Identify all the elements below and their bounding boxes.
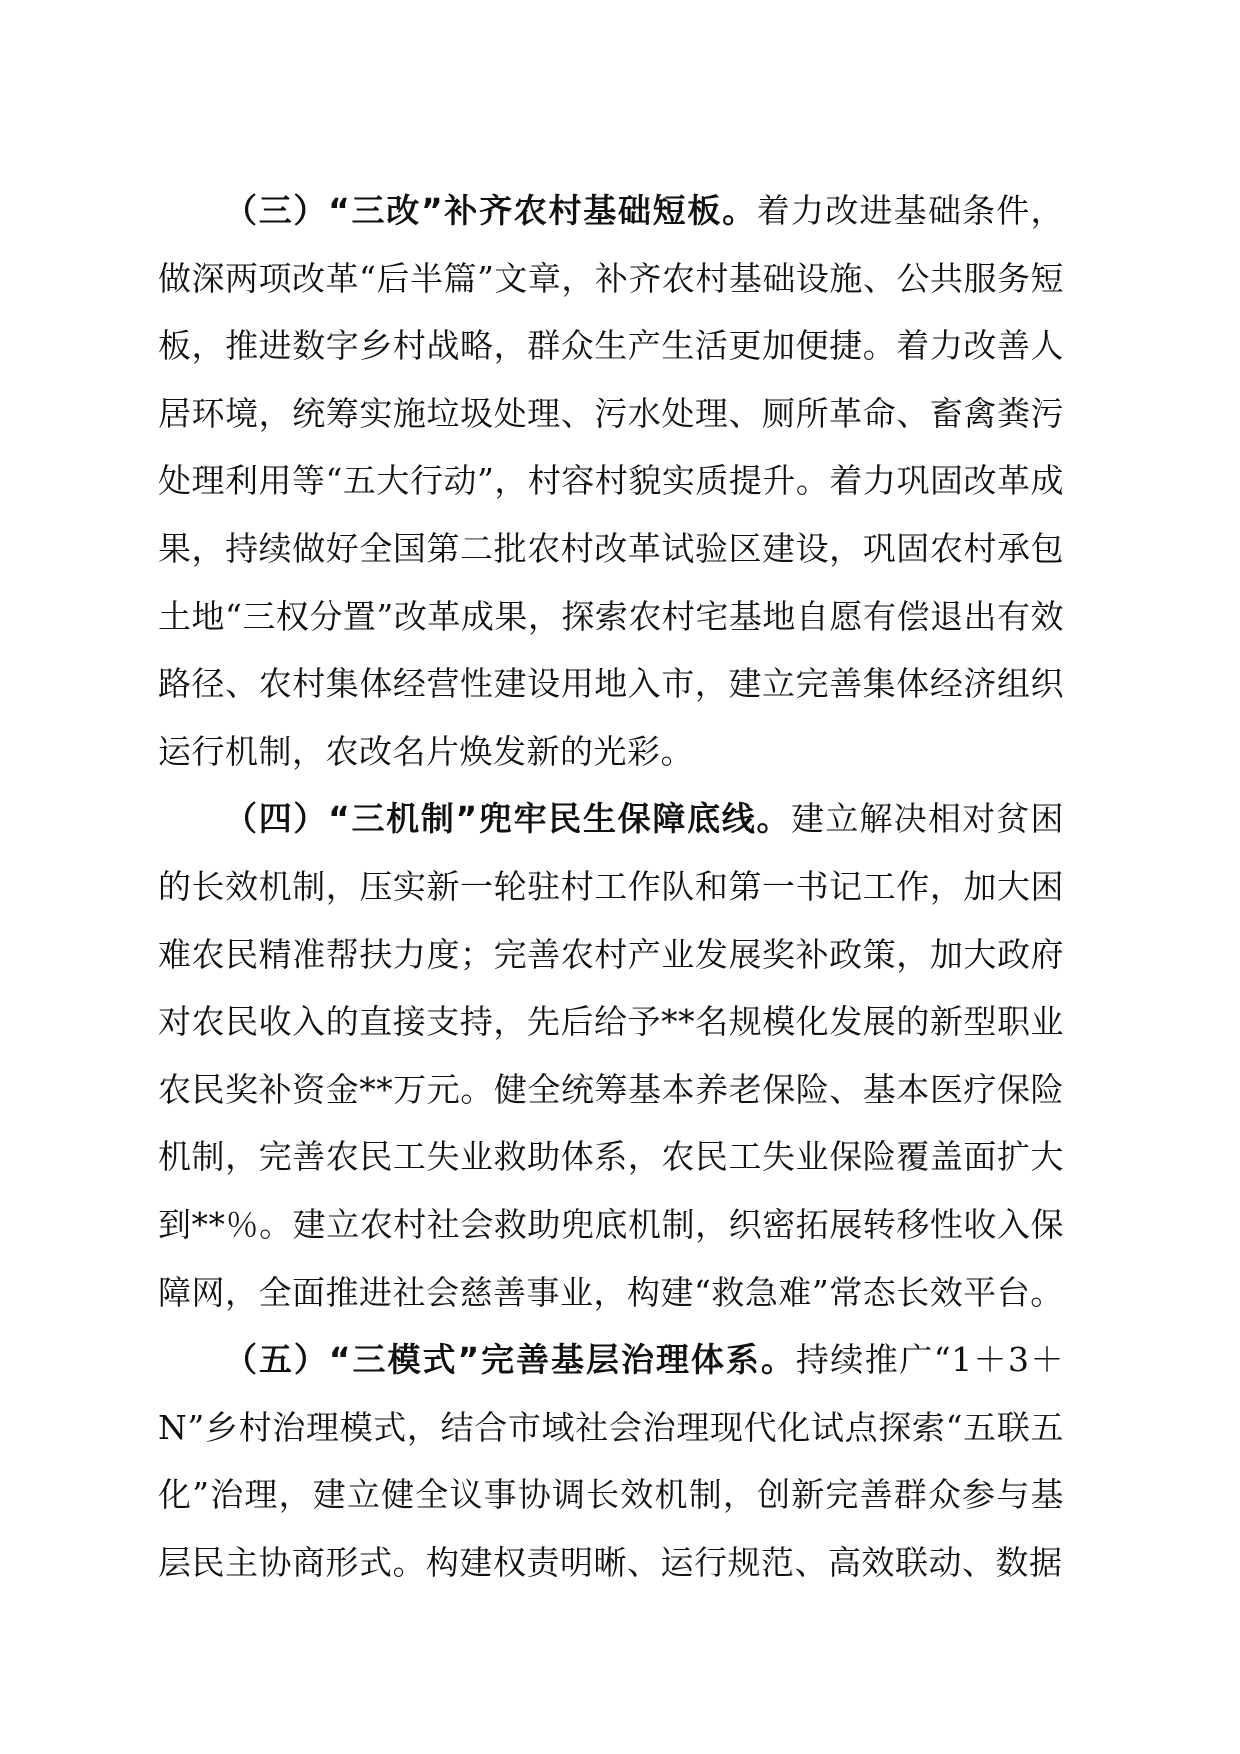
paragraph-3	[158, 177, 1064, 785]
paragraph-5	[158, 1326, 1064, 1596]
section-heading-3: （三）“三改”补齐农村基础短板。	[224, 191, 757, 230]
paragraph-4	[158, 785, 1064, 1326]
section-body-3: 着力改进基础条件，做深两项改革“后半篇”文章，补齐农村基础设施、公共服务短板，推进数字乡村战略，群众生产生活更加便捷。着力改善人居环境，统筹实施垃圾处理、污水处理、厕所革命、畜禽粪污处理利用等“五大行动”，村容村貌实质提升。着力巩固改革成果，持续做好全国第二批农村改革试验区建设，巩固农村承包土地“三权分置”改革成果，探索农村宅基地自愿有偿退出有效路径、农村集体经营性建设用地入市，建立完善集体经济组织运行机制，农改名片焕发新的光彩。	[158, 191, 1064, 771]
section-body-5: 持续推广“1＋3＋N”乡村治理模式，结合市域社会治理现代化试点探索“五联五化”治理，建立健全议事协调长效机制，创新完善群众参与基层民主协商形式。构建权责明晰、运行规范、高效联动、数据	[158, 1340, 1064, 1582]
section-heading-5: （五）“三模式”完善基层治理体系。	[224, 1340, 796, 1380]
section-body-4: 建立解决相对贫困的长效机制，压实新一轮驻村工作队和第一书记工作，加大困难农民精准帮扶力度；完善农村产业发展奖补政策，加大政府对农民收入的直接支持，先后给予**名规模化发展的新型职业农民奖补资金**万元。健全统筹基本养老保险、基本医疗保险机制，完善农民工失业救助体系，农民工失业保险覆盖面扩大到**％。建立农村社会救助兜底机制，织密拓展转移性收入保障网，全面推进社会慈善事业，构建“救急难”常态长效平台。	[158, 799, 1065, 1312]
document-body	[158, 177, 1064, 1596]
section-heading-4: （四）“三机制”兜牢民生保障底线。	[224, 799, 792, 839]
